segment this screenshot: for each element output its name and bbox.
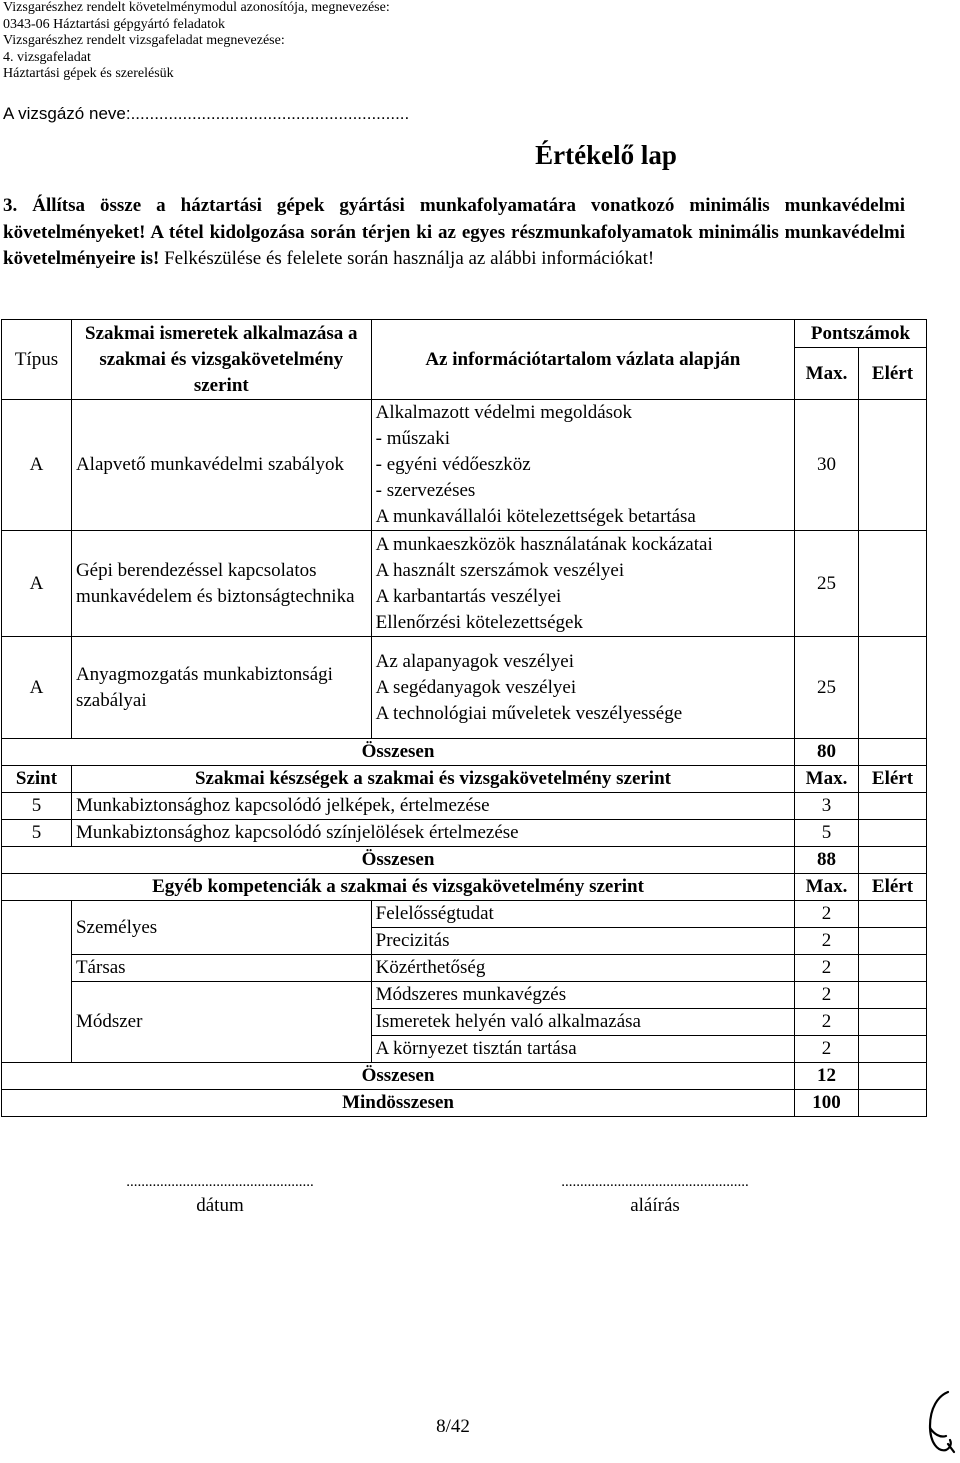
competency-max: 2 [795,1036,859,1063]
row-max: 25 [795,637,859,739]
header-line: Háztartási gépek és szerelésük [3,66,174,81]
header-line: Vizsgarészhez rendelt követelménymodul azonosítója, megnevezése: [3,0,390,15]
row-topic: Gépi berendezéssel kapcsolatos munkavédelem és biztonságtechnika [71,531,371,637]
date-signature-block [80,1174,360,1217]
competency-max: 2 [795,901,859,928]
date-dots: .................................................. [126,1174,314,1190]
competency-achieved[interactable] [859,1009,927,1036]
total-achieved[interactable] [859,739,927,766]
competency-achieved[interactable] [859,982,927,1009]
competency-item: Precizitás [371,928,794,955]
info-line: A munkaeszközök használatának kockázatai [375,533,713,555]
info-line: - műszaki [375,428,451,449]
grand-total-label: Mindösszesen [2,1090,795,1117]
competencies-header-max: Max. [795,874,859,901]
skill-level: 5 [2,820,72,847]
row-topic: Alapvető munkavédelmi szabályok [71,400,371,531]
table-row [2,901,927,928]
competency-group-method: Módszer [71,982,371,1063]
header-achieved: Elért [859,348,927,400]
skills-header-level: Szint [2,766,72,793]
info-line: Ellenőrzési kötelezettségek [375,611,583,633]
total-max: 12 [795,1063,859,1090]
skills-header-title: Szakmai készségek a szakmai és vizsgakövetelmény szerint [71,766,794,793]
candidate-name-line: A vizsgázó neve:........................................................... [3,104,410,123]
signature-block [515,1174,795,1217]
header-info: Az információtartalom vázlata alapján [371,320,794,400]
table-row [2,820,927,847]
total-max: 88 [795,847,859,874]
info-line: Alkalmazott védelmi megoldások [375,402,633,423]
header-line: 0343-06 Háztartási gépgyártó feladatok [3,16,225,32]
competency-max: 2 [795,1009,859,1036]
row-achieved[interactable] [859,637,927,739]
info-line: - egyéni védőeszköz [375,454,531,475]
competency-group-social: Társas [71,955,371,982]
header-line: Vizsgarészhez rendelt vizsgafeladat megnevezése: [3,33,285,48]
row-type: A [2,400,72,531]
competency-max: 2 [795,955,859,982]
skill-achieved[interactable] [859,820,927,847]
competency-max: 2 [795,928,859,955]
row-info [371,531,794,637]
skill-text: Munkabiztonsághoz kapcsolódó jelképek, értelmezése [71,793,794,820]
total-label: Összesen [2,847,795,874]
row-type: A [2,637,72,739]
info-line: A használt szerszámok veszélyei [375,559,625,581]
table-row [2,637,927,739]
total-max: 80 [795,739,859,766]
row-info [371,400,794,531]
header-max: Max. [795,348,859,400]
info-line: A technológiai műveletek veszélyessége [375,702,683,724]
signature-dots: .................................................. [561,1174,749,1190]
table-row [2,955,927,982]
total-achieved[interactable] [859,847,927,874]
row-achieved[interactable] [859,400,927,531]
page-title: Értékelő lap [535,140,677,170]
competency-item: Közérthetőség [371,955,794,982]
handwritten-initial-mark [920,1388,960,1458]
task-instruction: Felkészülése és felelete során használja az alábbi információkat! [164,248,655,269]
row-type: A [2,531,72,637]
competencies-header-achieved: Elért [859,874,927,901]
competency-achieved[interactable] [859,1036,927,1063]
skill-text: Munkabiztonsághoz kapcsolódó színjelölések értelmezése [71,820,794,847]
date-label: dátum [196,1195,244,1216]
table-row [2,982,927,1009]
skill-level: 5 [2,793,72,820]
page-title-wrap [0,140,906,171]
header-line: 4. vizsgafeladat [3,49,91,65]
table-row [2,400,927,531]
total-label: Összesen [2,1063,795,1090]
grand-total-achieved[interactable] [859,1090,927,1117]
info-line: A munkavállalói kötelezettségek betartása [375,506,696,527]
competency-achieved[interactable] [859,955,927,982]
competency-item: A környezet tisztán tartása [371,1036,794,1063]
total-achieved[interactable] [859,1063,927,1090]
header-knowledge: Szakmai ismeretek alkalmazása a szakmai és vizsgakövetelmény szerint [71,320,371,400]
row-topic: Anyagmozgatás munkabiztonsági szabályai [71,637,371,739]
skills-header-achieved: Elért [859,766,927,793]
skills-header-max: Max. [795,766,859,793]
skill-achieved[interactable] [859,793,927,820]
header-points: Pontszámok [795,320,927,348]
skill-max: 3 [795,793,859,820]
task-description [3,193,905,273]
info-line: Az alapanyagok veszélyei [375,650,574,672]
signature-label: aláírás [630,1195,680,1216]
competencies-header-title: Egyéb kompetenciák a szakmai és vizsgakövetelmény szerint [2,874,795,901]
row-achieved[interactable] [859,531,927,637]
competency-item: Módszeres munkavégzés [371,982,794,1009]
row-max: 25 [795,531,859,637]
table-row [2,793,927,820]
document-header [3,0,390,83]
info-line: A segédanyagok veszélyei [375,676,577,698]
task-text: 3. Állítsa össze a háztartási gépek gyártási munkafolyamatára vonatkozó minimális munkavédelmi követelményeket! A tétel kidolgozása során térjen ki az egyes részmunkafolyamatok minimális munkavédelmi követelményeire is! [3,195,905,269]
page-number-text: 8/42 [436,1416,470,1437]
competency-item: Ismeretek helyén való alkalmazása [371,1009,794,1036]
competency-max: 2 [795,982,859,1009]
competency-item: Felelősségtudat [371,901,794,928]
header-type: Típus [2,320,72,400]
grand-total-max: 100 [795,1090,859,1117]
info-line: A karbantartás veszélyei [375,585,562,607]
row-info [371,637,794,739]
competency-achieved[interactable] [859,901,927,928]
competency-group-personal: Személyes [71,901,371,955]
row-max: 30 [795,400,859,531]
table-row [2,531,927,637]
evaluation-table [1,319,927,1117]
page-number [0,1416,906,1438]
competency-blank [2,901,72,1063]
info-line: - szervezéses [375,480,476,501]
skill-max: 5 [795,820,859,847]
total-label: Összesen [2,739,795,766]
competency-achieved[interactable] [859,928,927,955]
